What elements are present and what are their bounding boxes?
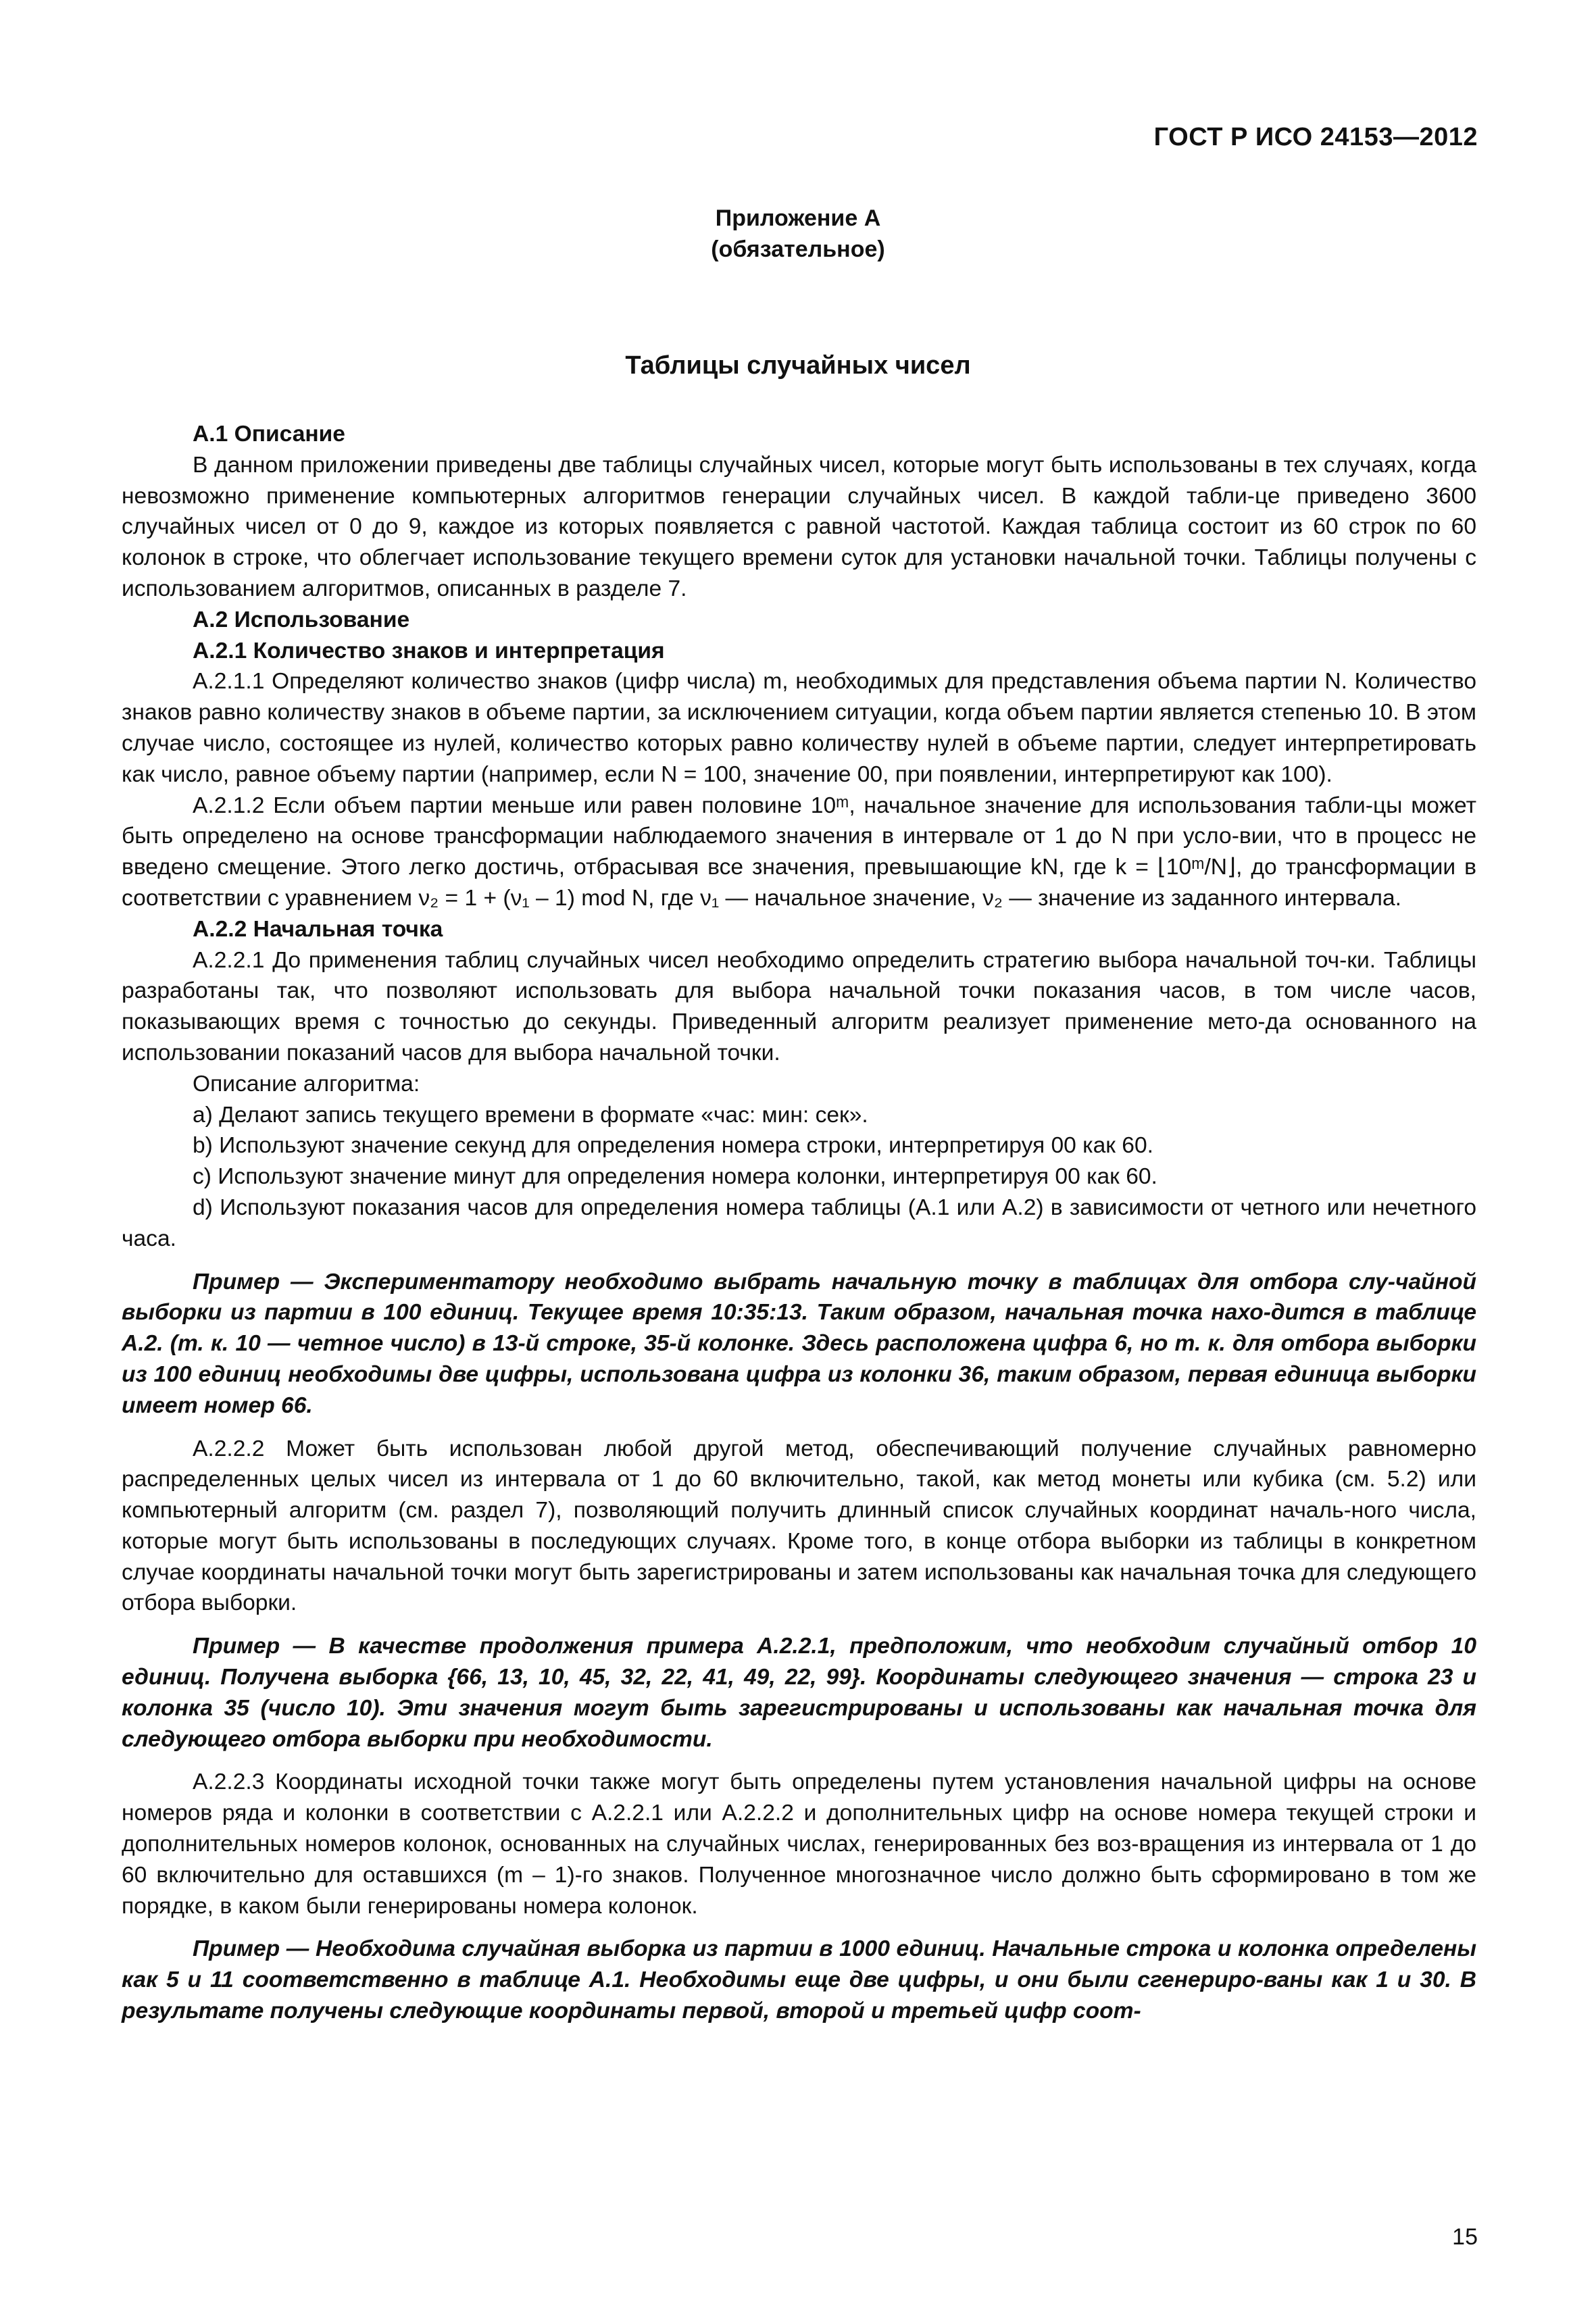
subsection-heading: А.2.1 Количество знаков и интерпретация bbox=[193, 638, 665, 663]
annex-label: Приложение А bbox=[715, 205, 881, 231]
paragraph: А.2.1.1 Определяют количество знаков (цифр числа) m, необходимых для представления объема партии N. Количество знаков равно количеству знаков в объеме партии, за исключением ситуации, когда объем партии является степенью 10. В этом случае число, состоящее из нулей, количество которых равно количеству нулей в объеме партии, следует интерпретировать как число, равное объему партии (например, если N = 100, значение 00, при появлении, интерпретируют как 100). bbox=[122, 669, 1476, 787]
paragraph: А.2.2.3 Координаты исходной точки также могут быть определены путем установления начальной цифры на основе номеров ряда и колонки в соответствии с А.2.2.1 или А.2.2.2 и дополнительных цифр на основе номера текущей строки и дополнительных номеров колонок, основанных на случайных числах, генерированных без воз-вращения из интервала от 1 до 60 включительно для оставшихся (m – 1)-го знаков. Полученное многозначное число должно быть сформировано в том же порядке, в каком были генерированы номера колонок. bbox=[122, 1769, 1476, 1919]
example-paragraph: Пример — Необходима случайная выборка из партии в 1000 единиц. Начальные строка и колонка определены как 5 и 11 соответственно в таблице А.1. Необходимы еще две цифры, и они были сгенериро-ваны как 1 и 30. В результате получены следующие координаты первой, второй и третьей цифр соот- bbox=[122, 1936, 1476, 2024]
example-paragraph: Пример — Экспериментатору необходимо выбрать начальную точку в таблицах для отбора слу-чайной выборки из партии в 100 единиц. Текущее время 10:35:13. Таким образом, начальная точка нахо-дится в таблице А.2. (т. к. 10 — четное число) в 13-й строке, 35-й колонке. Здесь расположена цифра 6, но т. к. для отбора выборки из 100 единиц необходимы две цифры, использована цифра из колонки 36, таким образом, первая единица выборки имеет номер 66. bbox=[122, 1269, 1476, 1418]
section-heading: А.2 Использование bbox=[193, 607, 410, 632]
list-item: c) Используют значение минут для определения номера колонки, интерпретируя 00 как 60. bbox=[193, 1164, 1157, 1190]
paragraph: А.2.1.2 Если объем партии меньше или равен половине 10ᵐ, начальное значение для использования табли-цы может быть определено на основе трансформации наблюдаемого значения в интервале от 1 до N при усло-вии, что в процесс не введено смещение. Этого легко достичь, отбрасывая все значения, превышающие kN, где k = ⌊10ᵐ/N⌋, до трансформации в соответствии с уравнением ν₂ = 1 + (ν₁ – 1) mod N, где ν₁ — начальное значение, ν₂ — значение из заданного интервала. bbox=[122, 793, 1476, 911]
paragraph: А.2.2.2 Может быть использован любой другой метод, обеспечивающий получение случайных равномерно распределенных целых чисел из интервала от 1 до 60 включительно, такой, как метод монеты или кубика (см. 5.2) или компьютерный алгоритм (см. раздел 7), позволяющий получить длинный список случайных координат началь-ного числа, которые могут быть использованы в последующих случаях. Кроме того, в конце отбора выборки из таблицы в конкретном случае координаты начальной точки могут быть зарегистрированы и затем использованы как начальная точка для следующего отбора выборки. bbox=[122, 1436, 1476, 1616]
list-item: a) Делают запись текущего времени в формате «час: мин: сек». bbox=[193, 1102, 868, 1128]
annex-heading bbox=[0, 203, 1596, 265]
subsection-heading: А.2.2 Начальная точка bbox=[193, 916, 443, 942]
paragraph: А.2.2.1 До применения таблиц случайных чисел необходимо определить стратегию выбора начальной точ-ки. Таблицы разработаны так, что позволяют использовать для выбора начальной точки показания часов, в том числе часов, показывающих время с точностью до секунды. Приведенный алгоритм реализует применение мето-да основанного на использовании показаний часов для выбора начальной точки. bbox=[122, 947, 1476, 1065]
page-title: Таблицы случайных чисел bbox=[625, 351, 971, 380]
paragraph: В данном приложении приведены две таблицы случайных чисел, которые могут быть использованы в тех случаях, когда невозможно применение компьютерных алгоритмов генерации случайных чисел. В каждой табли-це приведено 3600 случайных чисел от 0 до 9, каждое из которых появляется с равной частотой. Каждая таблица состоит из 60 строк по 60 колонок в строке, что облегчает использование текущего времени суток для установки начальной точки. Таблицы получены с использованием алгоритмов, описанных в разделе 7. bbox=[122, 452, 1476, 601]
standard-code: ГОСТ Р ИСО 24153—2012 bbox=[1153, 123, 1478, 151]
body-text bbox=[122, 419, 1476, 2039]
example-paragraph: Пример — В качестве продолжения примера А.2.2.1, предположим, что необходим случайный отбор 10 единиц. Получена выборка {66, 13, 10, 45, 32, 22, 41, 49, 22, 99}. Координаты следующего значения — строка 23 и колонка 35 (число 10). Эти значения могут быть зарегистрированы и использованы как начальная точка для следующего отбора выборки при необходимости. bbox=[122, 1634, 1476, 1752]
list-item: b) Используют значение секунд для определения номера строки, интерпретируя 00 как 60. bbox=[193, 1133, 1153, 1159]
list-item: d) Используют показания часов для определения номера таблицы (А.1 или А.2) в зависимости от четного или нечетного часа. bbox=[122, 1194, 1476, 1251]
paragraph: Описание алгоритма: bbox=[193, 1071, 420, 1097]
annex-status: (обязательное) bbox=[711, 236, 885, 262]
page-number: 15 bbox=[1452, 2224, 1478, 2250]
section-heading: А.1 Описание bbox=[193, 422, 345, 447]
